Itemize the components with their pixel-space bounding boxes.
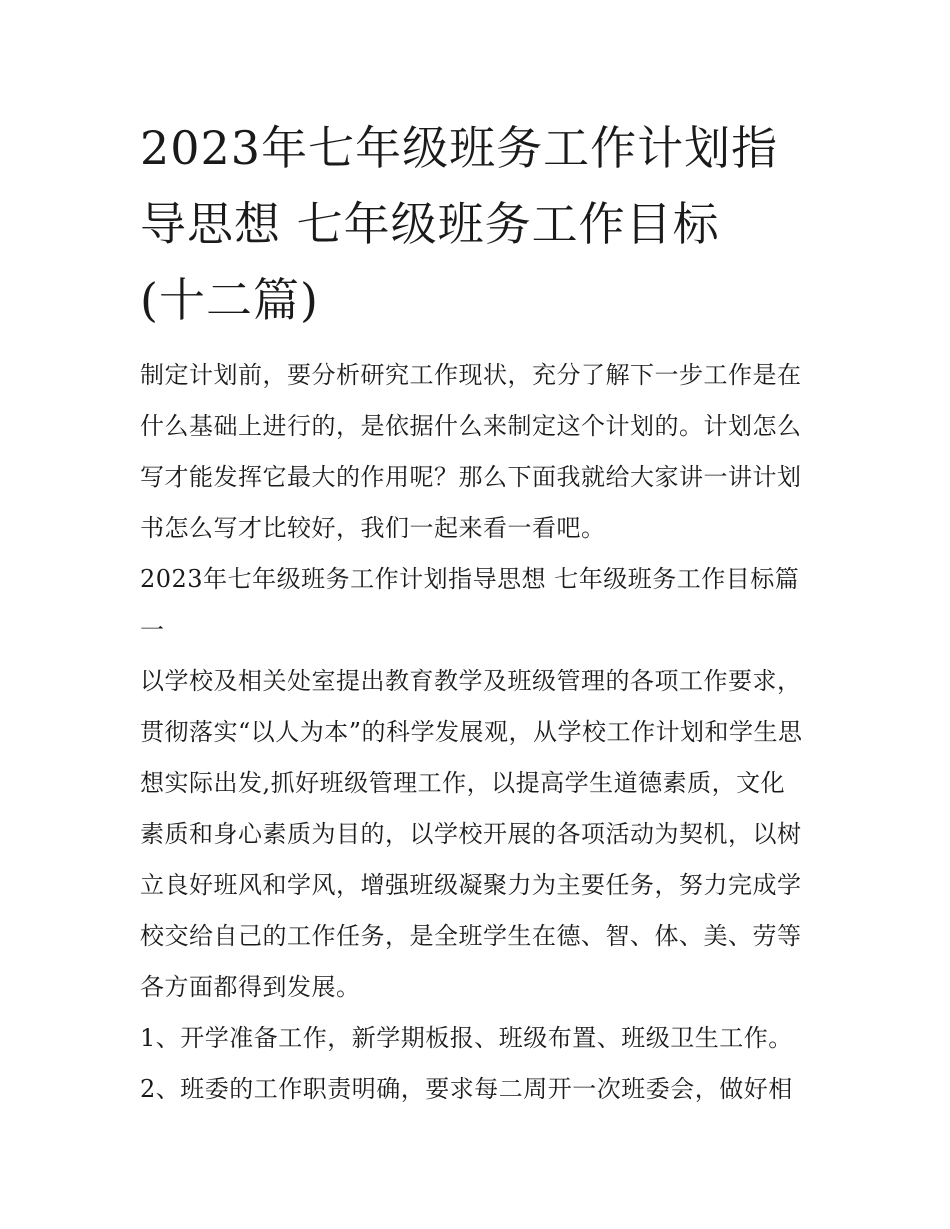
document-page [140, 110, 820, 1115]
section-heading-line-1: 2023年七年级班务工作计划指导思想 七年级班务工作目标篇 [140, 565, 800, 593]
body-paragraph [140, 656, 820, 1013]
intro-line-1: 制定计划前，要分析研究工作现状，充分了解下一步工作是在 [140, 361, 802, 389]
intro-line-3: 写才能发挥它最大的作用呢？那么下面我就给大家讲一讲计划 [140, 463, 802, 491]
item2-line-1: 2、班委的工作职责明确，要求每二周开一次班委会，做好相 [140, 1075, 793, 1103]
paragraph1-line-3: 想实际出发,抓好班级管理工作，以提高学生道德素质，文化 [140, 769, 786, 797]
list-item [140, 1013, 820, 1064]
intro-line-4: 书怎么写才比较好，我们一起来看一看吧。 [140, 514, 606, 542]
section-heading-line-2: 一 [140, 616, 165, 644]
paragraph1-line-2: 贯彻落实“以人为本”的科学发展观，从学校工作计划和学生思 [140, 718, 803, 746]
document-body [140, 350, 820, 1115]
intro-line-2: 什么基础上进行的，是依据什么来制定这个计划的。计划怎么 [140, 412, 802, 440]
paragraph1-line-7: 各方面都得到发展。 [140, 973, 361, 1001]
section-heading [140, 554, 820, 656]
paragraph1-line-5: 立良好班风和学风，增强班级凝聚力为主要任务，努力完成学 [140, 871, 802, 899]
title-line-2: 导思想 七年级班务工作目标 [140, 197, 720, 251]
title-line-1: 2023年七年级班务工作计划指 [140, 121, 779, 175]
document-title [140, 110, 820, 338]
item1-line-1: 1、开学准备工作，新学期板报、班级布置、班级卫生工作。 [140, 1024, 793, 1052]
intro-paragraph [140, 350, 820, 554]
title-line-3: (十二篇) [140, 273, 319, 327]
paragraph1-line-6: 校交给自己的工作任务，是全班学生在德、智、体、美、劳等 [140, 922, 802, 950]
paragraph1-line-4: 素质和身心素质为目的，以学校开展的各项活动为契机，以树 [140, 820, 802, 848]
list-item [140, 1064, 820, 1115]
paragraph1-line-1: 以学校及相关处室提出教育教学及班级管理的各项工作要求， [140, 667, 802, 695]
